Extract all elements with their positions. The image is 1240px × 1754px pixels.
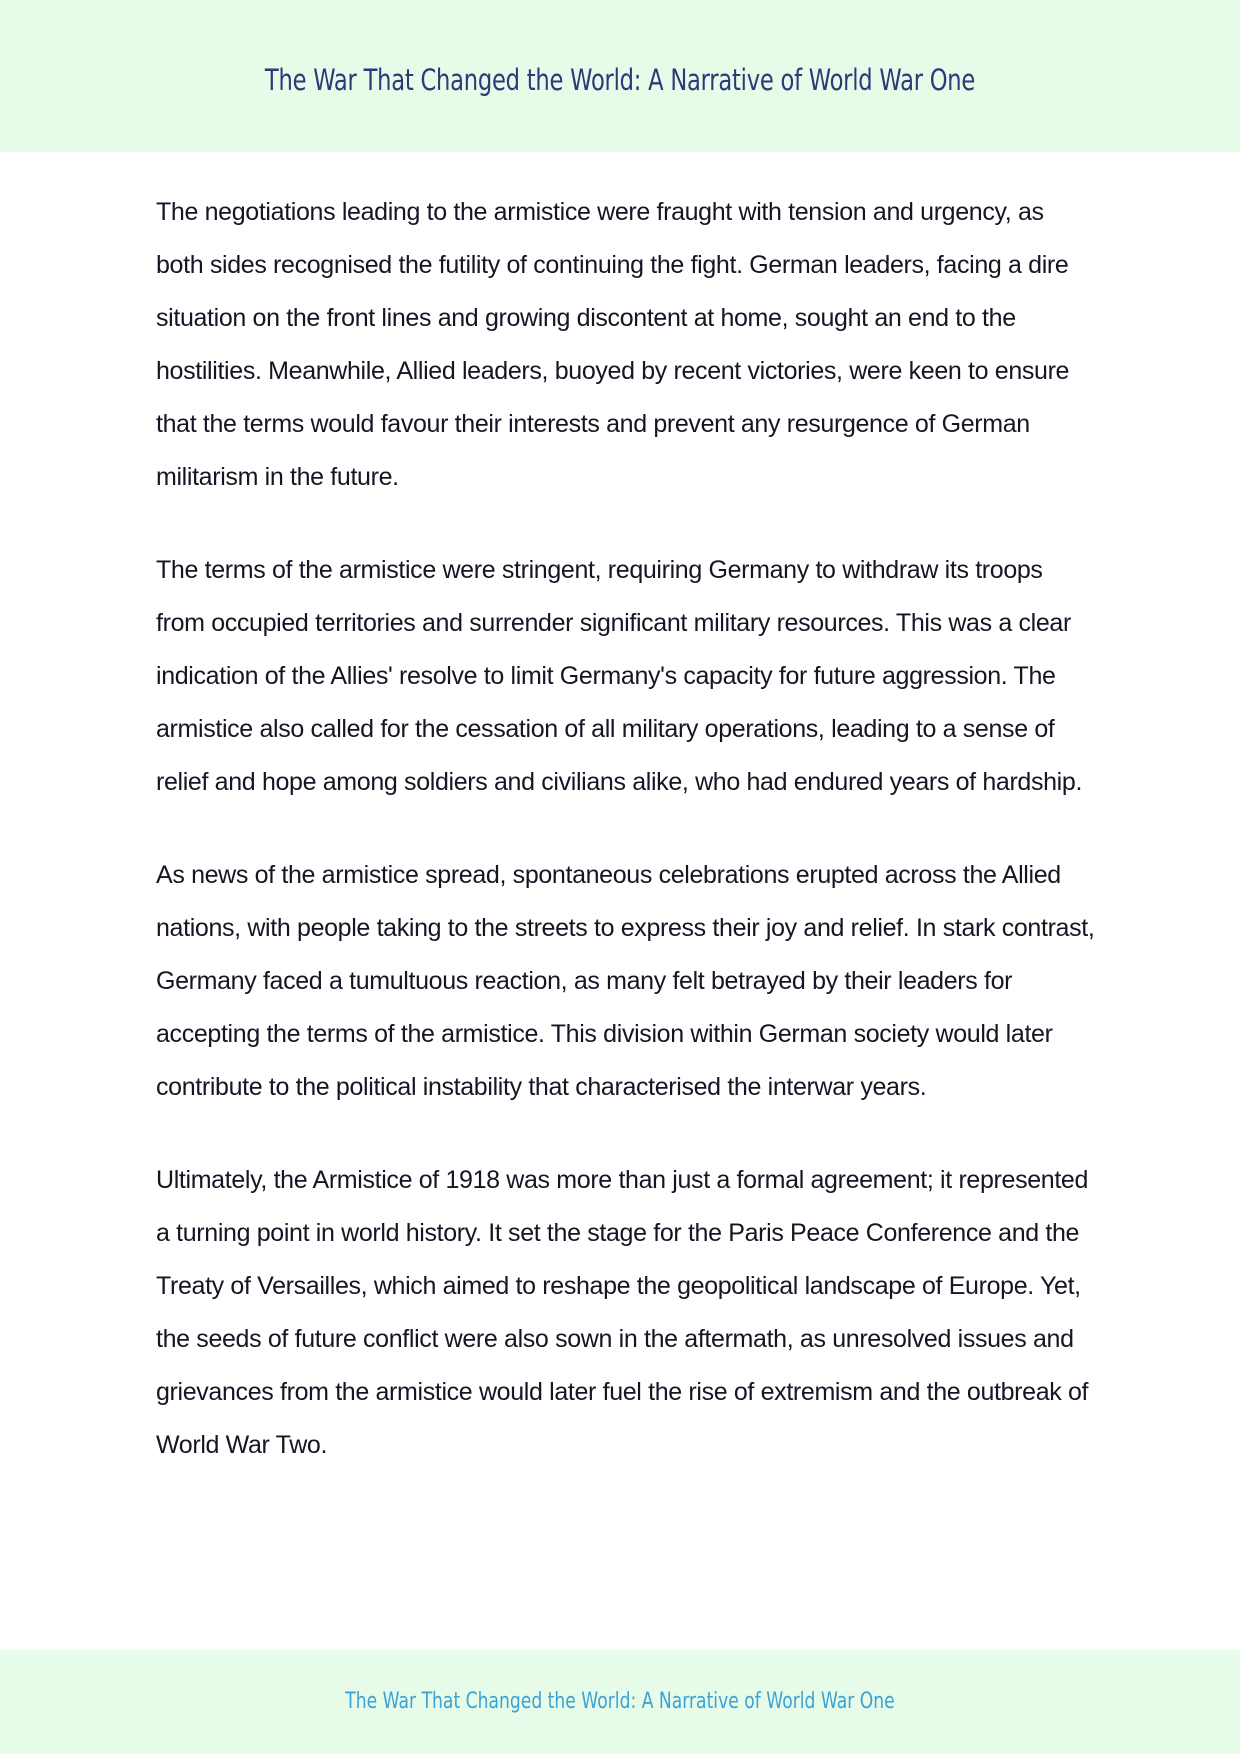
page-header [0,0,1240,152]
page-footer [0,1650,1240,1754]
paragraph-3: As news of the armistice spread, spontaneous celebrations erupted across the Allied nations, with people taking to the streets to express their joy and relief. In stark contrast, Germany faced a tumultuous reaction, as many felt betrayed by their leaders for accepting the terms of the armistice. This division within German society would later contribute to the political instability that characterised the interwar years. [156,861,1095,1101]
document-body [156,186,1096,1512]
paragraph-4: Ultimately, the Armistice of 1918 was more than just a formal agreement; it represented a turning point in world history. It set the stage for the Paris Peace Conference and the Treaty of Versailles, which aimed to reshape the geopolitical landscape of Europe. Yet, the seeds of future conflict were also sown in the aftermath, as unresolved issues and grievances from the armistice would later fuel the rise of extremism and the outbreak of World War Two. [156,1166,1089,1459]
paragraph-2: The terms of the armistice were stringent, requiring Germany to withdraw its troops from occupied territories and surrender significant military resources. This was a clear indication of the Allies' resolve to limit Germany's capacity for future aggression. The armistice also called for the cessation of all military operations, leading to a sense of relief and hope among soldiers and civilians alike, who had endured years of hardship. [156,556,1083,796]
page-title: The War That Changed the World: A Narrative of World War One [264,63,976,97]
paragraph-1: The negotiations leading to the armistice were fraught with tension and urgency, as both sides recognised the futility of continuing the fight. German leaders, facing a dire situation on the front lines and growing discontent at home, sought an end to the hostilities. Meanwhile, Allied leaders, buoyed by recent victories, were keen to ensure that the terms would favour their interests and prevent any resurgence of German militarism in the future. [156,198,1070,491]
footer-title: The War That Changed the World: A Narrative of World War One [345,1689,895,1714]
